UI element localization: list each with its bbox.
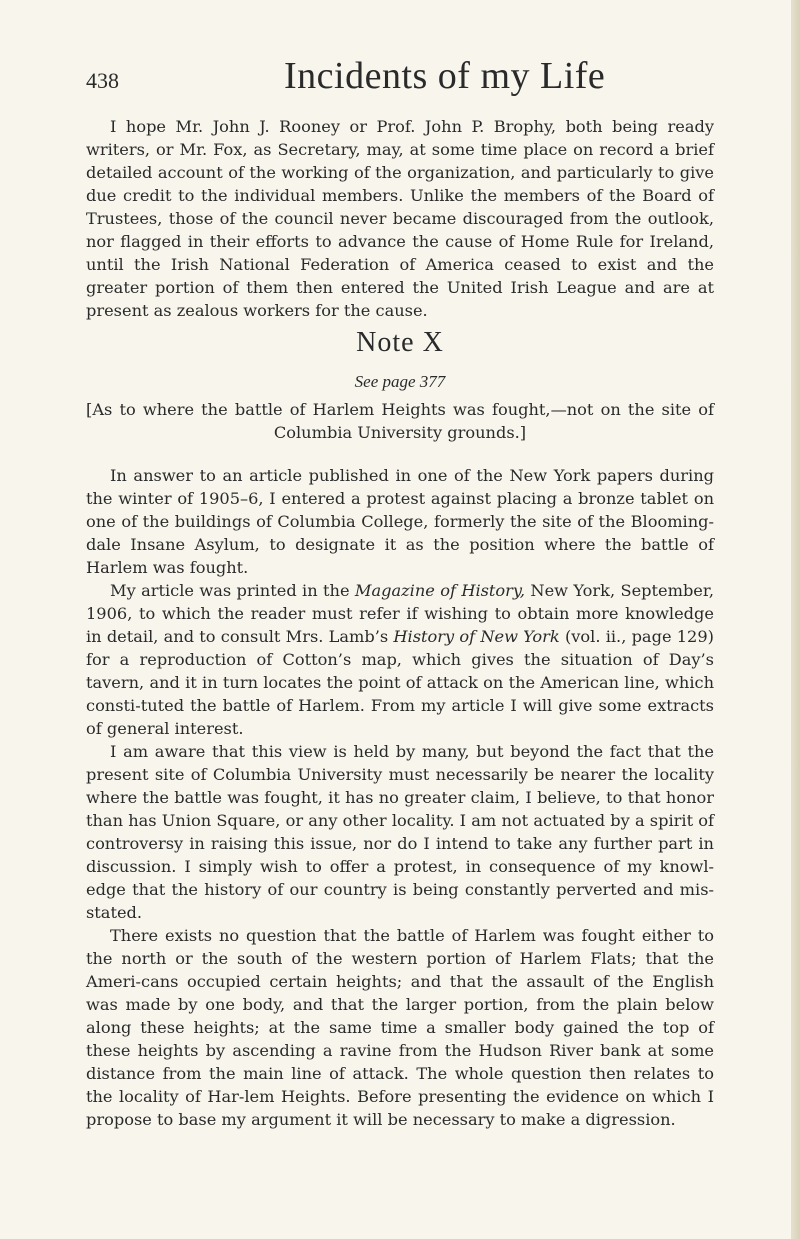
body-paragraph-1: In answer to an article published in one of the New York papers during the winter of 1905–6, I entered a protest against placing a bronze tablet on one of the buildings of Columbia College, formerly the site of the Blooming-dale Insane Asylum, to designate it as the position where the battle of Harlem was fought. <box>86 466 714 577</box>
body-section <box>86 464 714 1131</box>
magazine-title: Magazine of History, <box>354 581 526 600</box>
bracket-note-text: [As to where the battle of Harlem Heights was fought,—not on the site of Columbia University grounds.] <box>86 400 714 442</box>
page-edge <box>791 0 800 1239</box>
intro-section <box>86 115 714 322</box>
book-title: History of New York <box>393 627 560 646</box>
body-paragraph-3: I am aware that this view is held by many, but beyond the fact that the present site of Columbia University must necessarily be nearer the locality where the battle was fought, it has no greater claim, I believe, to that honor than has Union Square, or any other locality. I am not actuated by a spirit of controversy in raising this issue, nor do I intend to take any further part in discussion. I simply wish to offer a protest, in consequence of my knowl-edge that the history of our country is being constantly perverted and mis-stated. <box>86 742 714 922</box>
p2-text-a: My article was printed in the <box>110 581 355 600</box>
note-reference: See page 377 <box>354 372 446 391</box>
page-number: 438 <box>86 68 119 93</box>
p2-text-b: New York, September, 1906, to which the reader must refer if wishing to obtain more knowledge in detail, and to consult Mrs. Lamb’s <box>86 581 714 646</box>
bracket-note <box>86 398 714 444</box>
intro-paragraph: I hope Mr. John J. Rooney or Prof. John P. Brophy, both being ready writers, or Mr. Fox, as Secretary, may, at some time place on record a brief detailed account of the working of the organization, and particularly to give due credit to the individual members. Unlike the members of the Board of Trustees, those of the council never became discouraged from the outlook, nor flagged in their efforts to advance the cause of Home Rule for Ireland, until the Irish National Federation of America ceased to exist and the greater portion of them then entered the United Irish League and are at present as zealous workers for the cause. <box>86 117 714 320</box>
running-title: Incidents of my Life <box>284 55 606 97</box>
body-paragraph-4: There exists no question that the battle of Harlem was fought either to the north or the south of the western portion of Harlem Flats; that the Ameri-cans occupied certain heights; and that the assault of the English was made by one body, and that the larger portion, from the plain below along these heights; at the same time a smaller body gained the top of these heights by ascending a ravine from the Hudson River bank at some distance from the main line of attack. The whole question then relates to the locality of Har-lem Heights. Before presenting the evidence on which I propose to base my argument it will be necessary to make a digression. <box>86 926 714 1129</box>
body-paragraph-2 <box>86 579 714 740</box>
p2-text-c: (vol. ii., page 129) for a reproduction of Cotton’s map, which gives the situation of Day’s tavern, and it in turn locates the point of attack on the American line, which consti-tuted the battle of Harlem. From my article I will give some extracts of general interest. <box>86 627 714 738</box>
note-heading: Note X <box>356 327 444 358</box>
